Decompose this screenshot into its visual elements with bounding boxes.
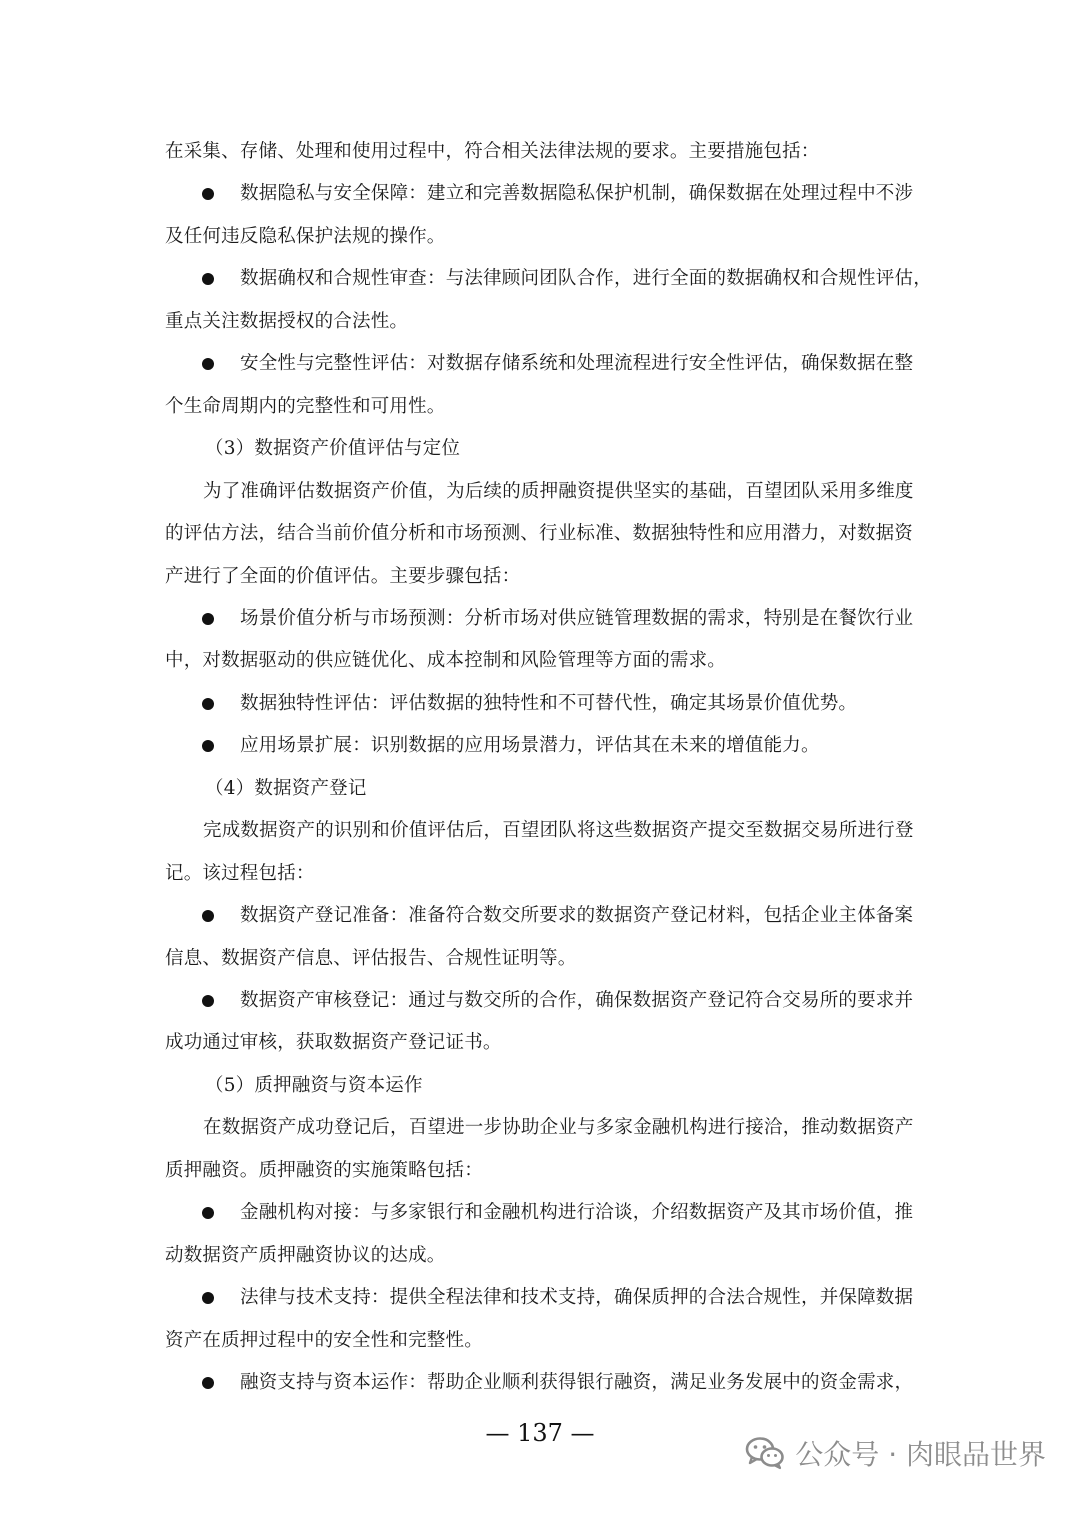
section-heading: （4）数据资产登记: [205, 778, 367, 799]
list-item-text: 场景价值分析与市场预测：分析市场对供应链管理数据的需求，特别是在餐饮行业: [240, 608, 914, 629]
section-heading: （5）质押融资与资本运作: [205, 1075, 423, 1096]
list-item-text: 金融机构对接：与多家银行和金融机构进行洽谈，介绍数据资产及其市场价值，推: [240, 1202, 914, 1223]
list-item-text: 数据确权和合规性审查：与法律顾问团队合作，进行全面的数据确权和合规性评估，: [240, 268, 932, 289]
list-item-text: 安全性与完整性评估：对数据存储系统和处理流程进行安全性评估，确保数据在整: [240, 353, 914, 374]
paragraph-line: 在采集、存储、处理和使用过程中，符合相关法律法规的要求。主要措施包括：: [165, 141, 820, 162]
bullet-icon: [202, 698, 214, 710]
bullet-icon: [202, 358, 214, 370]
bullet-icon: [202, 1377, 214, 1389]
bullet-icon: [202, 613, 214, 625]
paragraph-line: 产进行了全面的价值评估。主要步骤包括：: [165, 566, 521, 587]
bullet-icon: [202, 910, 214, 922]
list-item-text: 融资支持与资本运作：帮助企业顺利获得银行融资，满足业务发展中的资金需求，: [240, 1372, 914, 1393]
list-item-continuation: 个生命周期内的完整性和可用性。: [165, 396, 446, 417]
list-item-continuation: 资产在质押过程中的安全性和完整性。: [165, 1330, 483, 1351]
paragraph-line: 在数据资产成功登记后，百望进一步协助企业与多家金融机构进行接洽，推动数据资产: [203, 1117, 914, 1138]
paragraph-line: 的评估方法，结合当前价值分析和市场预测、行业标准、数据独特性和应用潜力，对数据资: [165, 523, 914, 544]
paragraph-line: 质押融资。质押融资的实施策略包括：: [165, 1160, 483, 1181]
list-item-continuation: 及任何违反隐私保护法规的操作。: [165, 226, 446, 247]
page-number: — 137 —: [485, 1419, 595, 1447]
bullet-icon: [202, 273, 214, 285]
list-item-text: 应用场景扩展：识别数据的应用场景潜力，评估其在未来的增值能力。: [240, 735, 820, 756]
list-item-text: 法律与技术支持：提供全程法律和技术支持，确保质押的合法合规性，并保障数据: [240, 1287, 914, 1308]
list-item-continuation: 信息、数据资产信息、评估报告、合规性证明等。: [165, 948, 577, 969]
paragraph-line: 为了准确评估数据资产价值，为后续的质押融资提供坚实的基础，百望团队采用多维度: [203, 481, 914, 502]
section-heading: （3）数据资产价值评估与定位: [205, 438, 461, 459]
list-item-continuation: 成功通过审核，获取数据资产登记证书。: [165, 1032, 502, 1053]
list-item-text: 数据资产审核登记：通过与数交所的合作，确保数据资产登记符合交易所的要求并: [240, 990, 914, 1011]
bullet-icon: [202, 1207, 214, 1219]
watermark: [745, 1433, 1046, 1473]
bullet-icon: [202, 1292, 214, 1304]
paragraph-line: 完成数据资产的识别和价值评估后，百望团队将这些数据资产提交至数据交易所进行登: [203, 820, 914, 841]
list-item-text: 数据隐私与安全保障：建立和完善数据隐私保护机制，确保数据在处理过程中不涉: [240, 183, 914, 204]
bullet-icon: [202, 995, 214, 1007]
bullet-icon: [202, 188, 214, 200]
bullet-icon: [202, 740, 214, 752]
list-item-text: 数据资产登记准备：准备符合数交所要求的数据资产登记材料，包括企业主体备案: [240, 905, 914, 926]
watermark-text: 公众号 · 肉眼品世界: [795, 1438, 1046, 1471]
list-item-text: 数据独特性评估：评估数据的独特性和不可替代性，确定其场景价值优势。: [240, 693, 858, 714]
list-item-continuation: 动数据资产质押融资协议的达成。: [165, 1245, 446, 1266]
paragraph-line: 记。该过程包括：: [165, 863, 315, 884]
wechat-icon: [745, 1436, 785, 1470]
list-item-continuation: 重点关注数据授权的合法性。: [165, 311, 409, 332]
list-item-continuation: 中，对数据驱动的供应链优化、成本控制和风险管理等方面的需求。: [165, 650, 727, 671]
